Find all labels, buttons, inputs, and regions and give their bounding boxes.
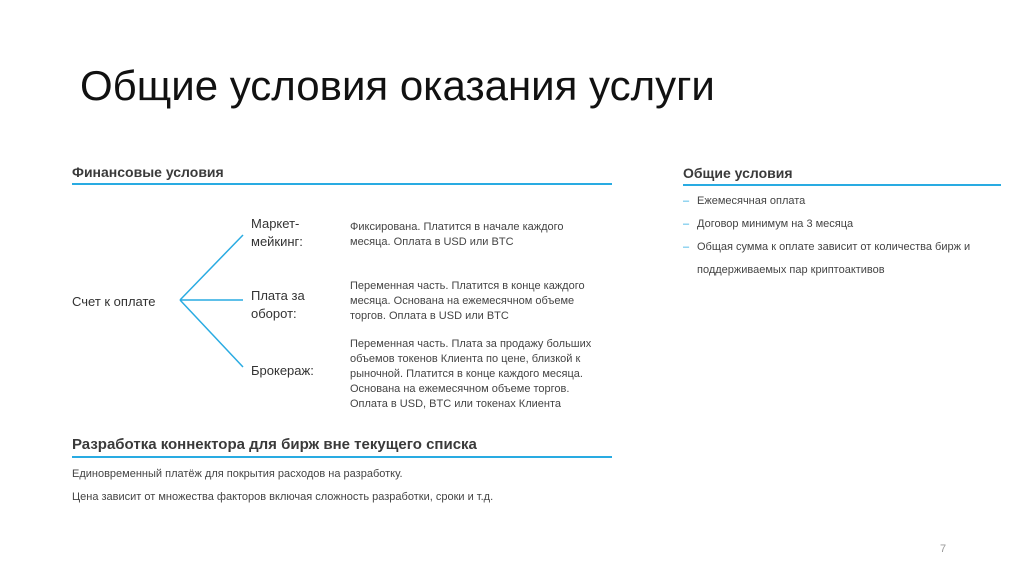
bullet-dash: – xyxy=(683,218,690,230)
general-list xyxy=(683,190,1001,282)
branch-line-market-making xyxy=(180,235,243,300)
general-item: – Общая сумма к оплате зависит от количества бирж и поддерживаемых пар криптоактивов xyxy=(683,236,1001,282)
branch-desc-turnover-fee: Переменная часть. Платится в конце каждого месяца. Основана на ежемесячном объеме торгов. Оплата в USD или BTC xyxy=(350,280,585,322)
root-label: Счет к оплате xyxy=(72,294,156,309)
financial-heading: Финансовые условия xyxy=(72,164,224,180)
connector-line-2: Цена зависит от множества факторов включая сложность разработки, сроки и т.д. xyxy=(72,491,494,503)
connector-rule xyxy=(72,456,612,458)
connector-line-1: Единовременный платёж для покрытия расходов на разработку. xyxy=(72,468,403,480)
branch-desc-market-making: Фиксирована. Платится в начале каждого месяца. Оплата в USD или BTC xyxy=(350,221,564,248)
general-rule xyxy=(683,184,1001,186)
branch-line-brokerage xyxy=(180,300,243,367)
general-item: – Договор минимум на 3 месяца xyxy=(683,213,1001,236)
branch-label-market-making: Маркет-мейкинг: xyxy=(251,216,303,249)
branch-label-turnover-fee: Плата за оборот: xyxy=(251,288,305,321)
slide-title: Общие условия оказания услуги xyxy=(80,62,715,109)
branch-desc-brokerage: Переменная часть. Плата за продажу больших объемов токенов Клиента по цене, близкой к рыночной. Платится в конце каждого месяца. Основана на ежемесячном объеме торгов. Оплата в USD, BTC или токенах Клиента xyxy=(350,338,592,410)
general-item: – Ежемесячная оплата xyxy=(683,190,1001,213)
connector-heading: Разработка коннектора для бирж вне текущего списка xyxy=(72,436,477,453)
bullet-dash: – xyxy=(683,195,690,207)
page-number: 7 xyxy=(940,543,947,555)
general-heading: Общие условия xyxy=(683,165,793,181)
bullet-dash: – xyxy=(683,241,690,253)
branch-label-brokerage: Брокераж: xyxy=(251,363,314,378)
